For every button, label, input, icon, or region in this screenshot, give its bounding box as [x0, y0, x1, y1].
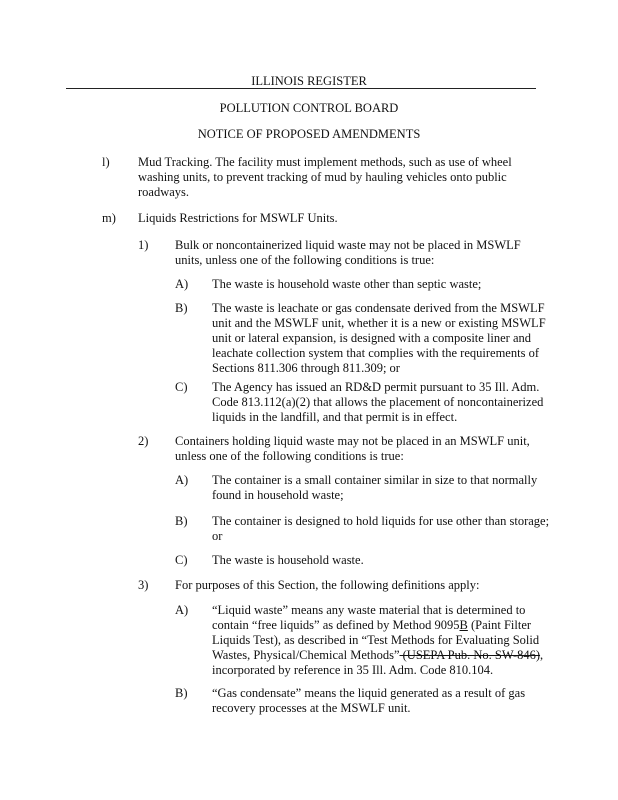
item-1b-text	[212, 301, 546, 376]
item-3a-line: Liquids Test), as described in “Test Methods for Evaluating Solid	[212, 633, 540, 647]
item-2b-label: B)	[175, 514, 188, 528]
item-3a-text	[212, 603, 543, 678]
item-2a-label: A)	[175, 473, 189, 487]
item-2c-label: C)	[175, 553, 188, 567]
item-3b-line: “Gas condensate” means the liquid generated as a result of gas	[212, 686, 526, 700]
item-2b-line: The container is designed to hold liquids for use other than storage;	[212, 514, 550, 528]
item-1b-line: unit or lateral expansion, is designed with a composite liner and	[212, 331, 532, 345]
item-1c-label: C)	[175, 380, 188, 394]
item-1c-line: liquids in the landfill, and that permit is in effect.	[212, 410, 458, 424]
section-l-text	[138, 155, 512, 200]
item-3a-line	[212, 618, 543, 633]
item-1a-text: The waste is household waste other than septic waste;	[212, 277, 482, 291]
item-2-line: Containers holding liquid waste may not be placed in an MSWLF unit,	[175, 434, 530, 448]
deleted-text: (USEPA Pub. No. SW-846)	[399, 648, 541, 662]
section-l-line: roadways.	[138, 185, 190, 199]
item-2c-text: The waste is household waste.	[212, 553, 364, 567]
item-1c-text	[212, 380, 543, 425]
item-2a-line: found in household waste;	[212, 488, 344, 502]
item-1a-label: A)	[175, 277, 189, 291]
item-3b-text	[212, 686, 525, 716]
item-3a-line4-pre: Wastes, Physical/Chemical Methods”	[212, 648, 400, 662]
item-3a-line: incorporated by reference in 35 Ill. Adm. Code 810.104.	[212, 663, 494, 677]
item-1c-line: The Agency has issued an RD&D permit pursuant to 35 Ill. Adm.	[212, 380, 540, 394]
item-3b-label: B)	[175, 686, 188, 700]
section-m-label: m)	[102, 211, 116, 225]
section-m-title: Liquids Restrictions for MSWLF Units.	[138, 211, 338, 225]
section-l-line: washing units, to prevent tracking of mud by hauling vehicles onto public	[138, 170, 507, 184]
item-1b-label: B)	[175, 301, 188, 315]
item-3-text: For purposes of this Section, the following definitions apply:	[175, 578, 480, 592]
item-1-line: units, unless one of the following conditions is true:	[175, 253, 435, 267]
item-2-label: 2)	[138, 434, 149, 448]
section-l-line: Mud Tracking. The facility must implement methods, such as use of wheel	[138, 155, 512, 169]
item-1-text	[175, 238, 521, 268]
inserted-text: B	[459, 618, 468, 632]
board-title: POLLUTION CONTROL BOARD	[219, 101, 399, 115]
item-1b-line: leachate collection system that complies with the requirements of	[212, 346, 539, 360]
item-3b-line: recovery processes at the MSWLF unit.	[212, 701, 411, 715]
item-3a-line: “Liquid waste” means any waste material that is determined to	[212, 603, 526, 617]
item-1b-line: The waste is leachate or gas condensate derived from the MSWLF	[212, 301, 545, 315]
item-2a-line: The container is a small container similar in size to that normally	[212, 473, 538, 487]
item-1-label: 1)	[138, 238, 149, 252]
item-3a-line2-pre: contain “free liquids” as defined by Method 9095	[212, 618, 460, 632]
item-2-line: unless one of the following conditions is true:	[175, 449, 404, 463]
item-1b-line: Sections 811.306 through 811.309; or	[212, 361, 400, 375]
item-1c-line: Code 813.112(a)(2) that allows the placement of noncontainerized	[212, 395, 544, 409]
register-title: ILLINOIS REGISTER	[251, 74, 367, 88]
item-2-text	[175, 434, 530, 464]
notice-title: NOTICE OF PROPOSED AMENDMENTS	[197, 127, 421, 141]
item-1b-line: unit and the MSWLF unit, whether it is a new or existing MSWLF	[212, 316, 546, 330]
item-3a-line2-post: (Paint Filter	[467, 618, 532, 632]
item-3a-label: A)	[175, 603, 189, 617]
item-2b-line: or	[212, 529, 223, 543]
item-2b-text	[212, 514, 549, 544]
section-l-label: l)	[102, 155, 110, 169]
item-1-line: Bulk or noncontainerized liquid waste may not be placed in MSWLF	[175, 238, 521, 252]
item-3-label: 3)	[138, 578, 149, 592]
item-3a-line	[212, 648, 543, 663]
item-2a-text	[212, 473, 537, 503]
item-3a-line4-post: ,	[540, 648, 544, 662]
